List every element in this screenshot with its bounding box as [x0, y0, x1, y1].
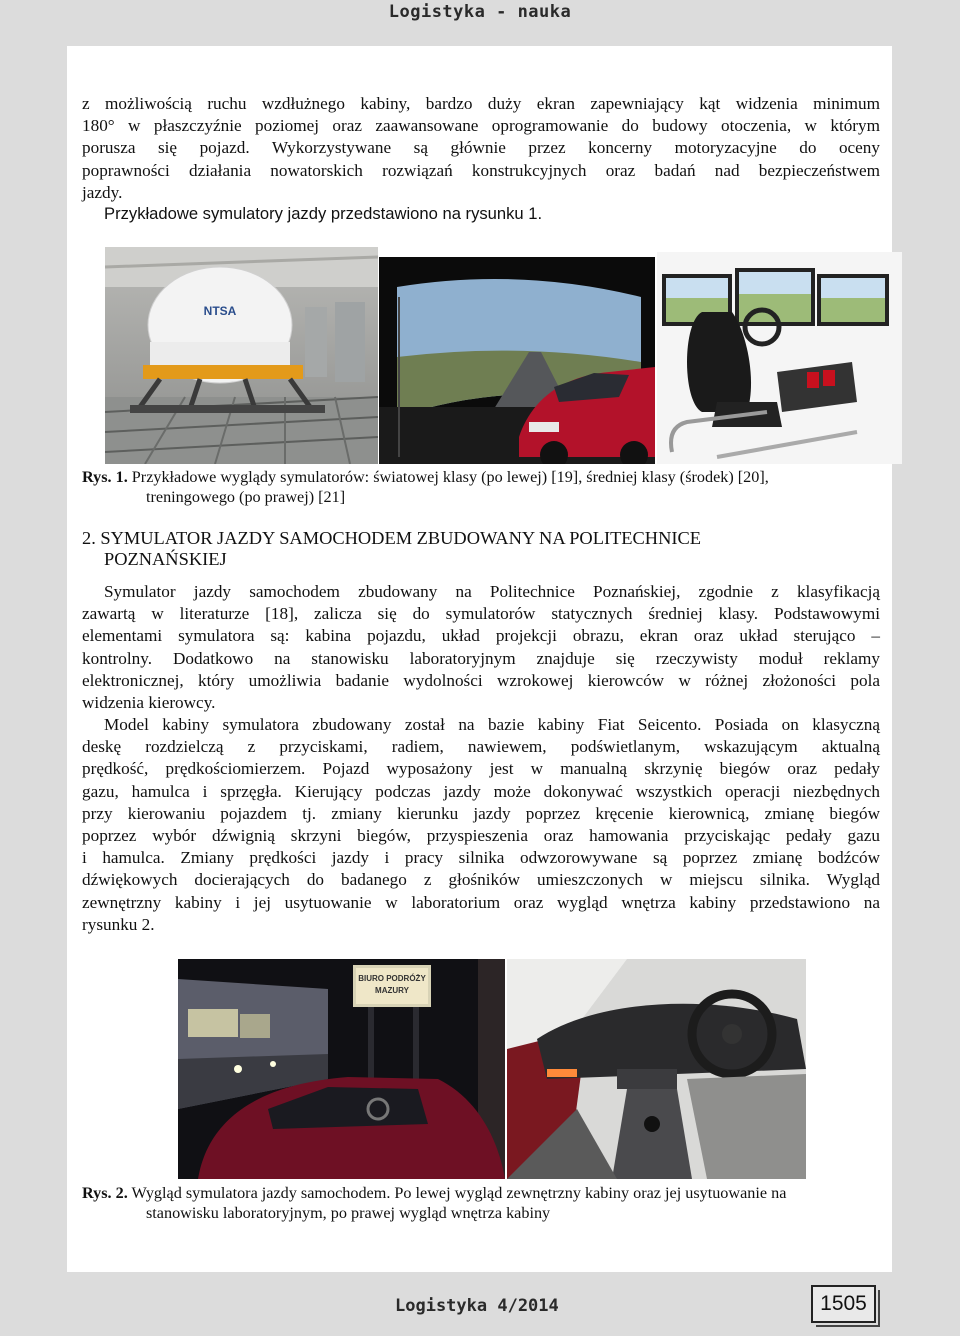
figure2-caption	[82, 1183, 872, 1223]
text-line: prędkość, prędkościomierzem. Pojazd wyposażony jest w manualną skrzynię biegów oraz pedały	[82, 759, 880, 779]
text-line: Model kabiny symulatora zbudowany został na bazie kabiny Fiat Seicento. Posiada on klasyczną	[104, 715, 880, 734]
section2-paragraph2	[82, 714, 880, 936]
text-line: porusza się pojazd. Wykorzystywane są głównie przez koncerny motoryzacyjne do oceny	[82, 138, 880, 158]
text-line: poprzez wybór dźwignią skrzyni biegów, przyspieszenia oraz hamowania przyciskając pedały gazu	[82, 826, 880, 846]
section2-heading-line2: POZNAŃSKIEJ	[104, 549, 227, 569]
text-line: zawartą w literaturze [18], zalicza się do symulatorów statycznych średniej klasy. Podstawowymi	[82, 604, 880, 624]
photo-training-simulator	[657, 252, 902, 464]
journal-section-header: Logistyka - nauka	[388, 2, 572, 22]
text-line: kontrolny. Dodatkowo na stanowisku laboratoryjnym znajduje się rzeczywisty moduł reklamy	[82, 648, 880, 668]
text-line: przy kierowaniu pojazdem tj. zmiany kierunku jazdy poprzez kręcenie kierownicą, zmianę biegów	[82, 803, 880, 823]
page-number-box: 1505	[811, 1285, 876, 1323]
text-line: elektronicznej, który umożliwia badanie wydolności wzrokowej kierowców w różnej złożoności pola	[82, 670, 880, 690]
photo-cabin-interior	[507, 959, 806, 1179]
dome-logo: NTSA	[203, 304, 237, 318]
text-line: 180° w płaszczyźnie poziomej oraz zaawansowane oprogramowanie do budowy otoczenia, w którym	[82, 116, 880, 136]
figure2-caption-line2: stanowisku laboratoryjnym, po prawej wygląd wnętrza kabiny	[146, 1204, 551, 1222]
text-line: z możliwością ruchu wzdłużnego kabiny, bardzo duży ekran zapewniający kąt widzenia minimum	[82, 94, 880, 113]
section2-paragraph1	[82, 581, 880, 714]
figure2-caption-line1: Wygląd symulatora jazdy samochodem. Po lewej wygląd zewnętrzny kabiny oraz jej usytuowanie na	[131, 1184, 787, 1202]
text-line: widzenia kierowcy.	[82, 693, 216, 713]
figure1-label: Rys. 1.	[82, 468, 128, 486]
text-line: i hamulca. Zmiany prędkości jazdy i pracy silnika odwzorowywane są poprzez zmianę bodźców	[82, 848, 880, 868]
text-line: poprawności działania nowatorskich rozwiązań konstrukcyjnych oraz badań nad bezpieczeństwem	[82, 160, 880, 180]
figure1-reference: Przykładowe symulatory jazdy przedstawiono na rysunku 1.	[104, 204, 543, 223]
text-line: Symulator jazdy samochodem zbudowany na Politechnice Poznańskiej, zgodnie z klasyfikacją	[104, 582, 880, 601]
text-line: dźwiękowych docierających do badanego z głośników umieszczonych w miejscu silnika. Wygląd	[82, 870, 880, 890]
figure1-caption-line1: Przykładowe wyglądy symulatorów: światowej klasy (po lewej) [19], średniej klasy (środek) [20],	[131, 468, 769, 486]
text-line: elementami symulatora są: kabina pojazdu, układ projekcji obrazu, ekran oraz układ sterująco –	[82, 626, 880, 646]
photo-cabin-exterior	[178, 959, 505, 1179]
text-line: gazu, hamulca i sprzęgła. Kierujący podczas jazdy może dokonywać wszystkich operacji niezbędnych	[82, 781, 880, 801]
section2-heading-line1: 2. SYMULATOR JAZDY SAMOCHODEM ZBUDOWANY NA POLITECHNICE	[82, 528, 701, 548]
text-line: jazdy.	[82, 182, 123, 202]
billboard-line1: BIURO PODRÓŻY	[358, 974, 426, 983]
billboard-line2: MAZURY	[375, 986, 409, 995]
intro-paragraph	[82, 93, 880, 204]
text-line: deskę rozdzielczą z przyciskami, radiem, nawiewem, podświetlanym, wskazującym aktualną	[82, 737, 880, 757]
text-line: zewnętrzny kabiny i jej usytuowanie w laboratorium oraz wygląd wnętrza kabiny przedstawiono na	[82, 892, 880, 912]
figure1-caption-line2: treningowego (po prawej) [21]	[146, 488, 346, 506]
figure2-label: Rys. 2.	[82, 1184, 128, 1202]
text-line: rysunku 2.	[82, 914, 155, 934]
journal-issue-footer: Logistyka 4/2014	[395, 1296, 559, 1316]
page-body	[67, 46, 892, 1272]
section2-heading	[82, 528, 842, 570]
photo-world-class-simulator	[105, 247, 378, 464]
photo-mid-class-simulator	[379, 257, 655, 464]
figure1-caption	[82, 467, 872, 507]
